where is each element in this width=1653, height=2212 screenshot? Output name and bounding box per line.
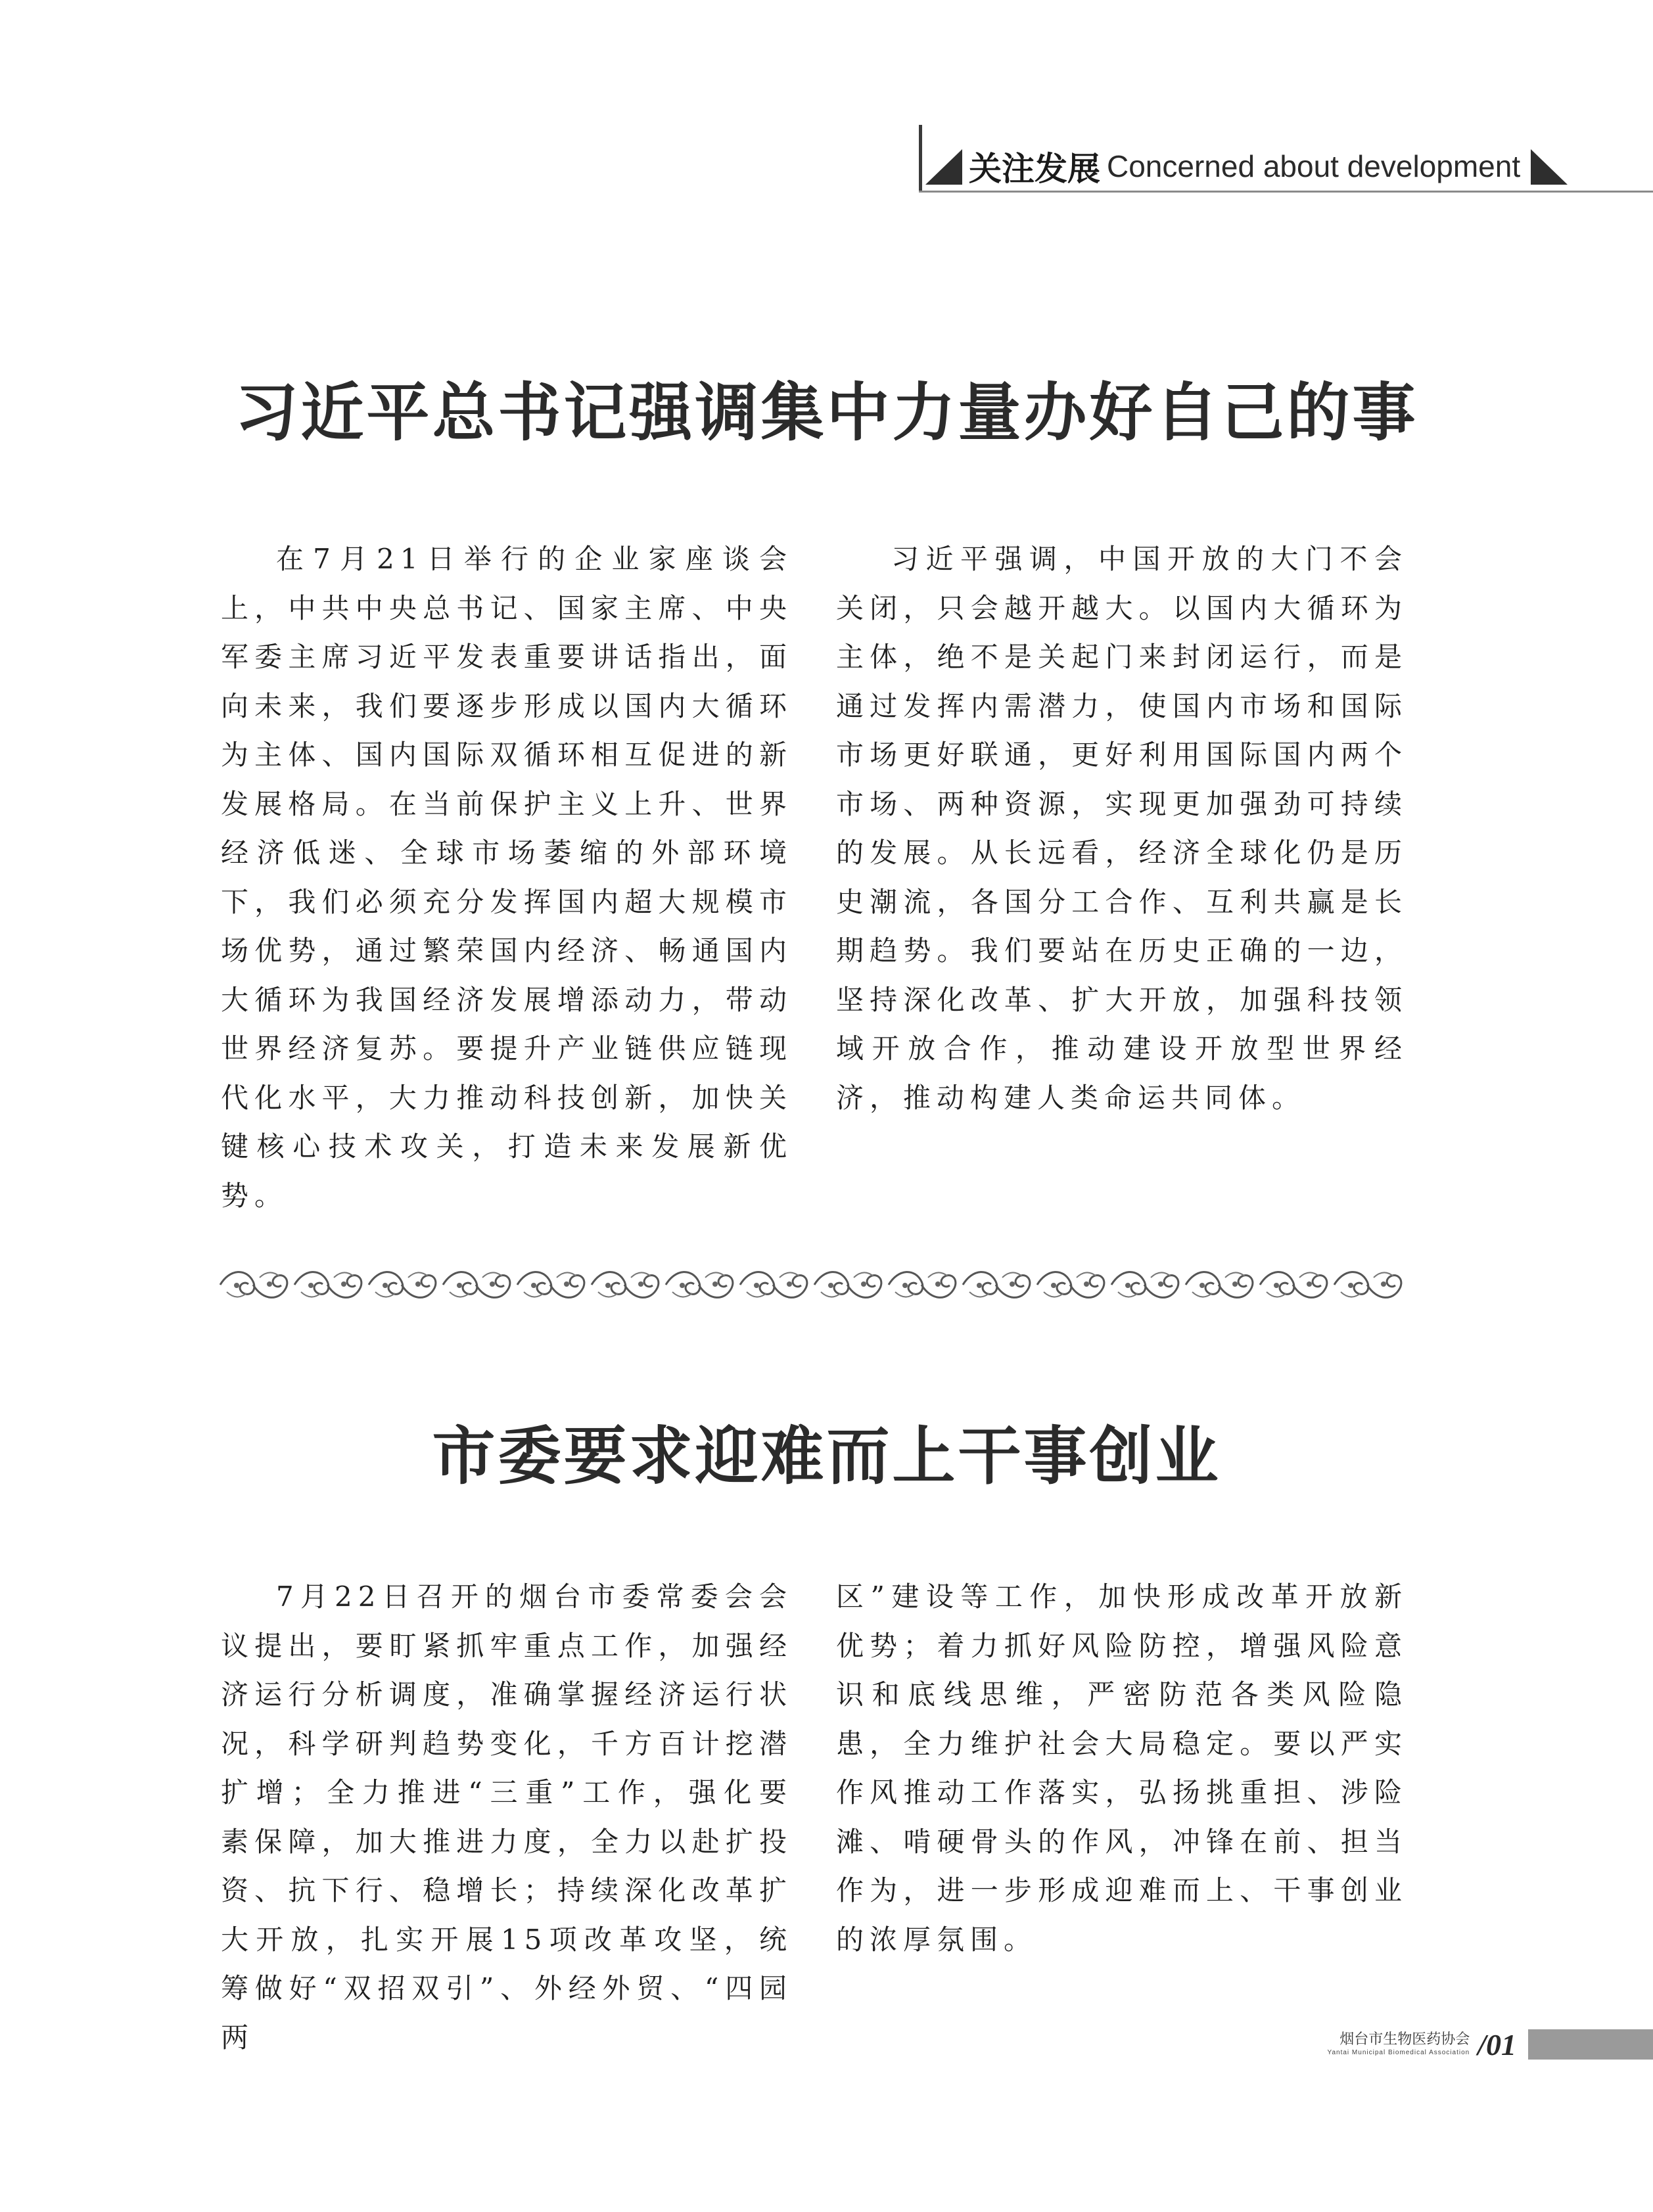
header-content bbox=[924, 145, 1569, 188]
article-title-2: 市委要求迎难而上干事创业 bbox=[432, 1419, 1221, 1493]
footer-org-cn: 烟台市生物医药协会 bbox=[1339, 2031, 1470, 2048]
article-2-column-2: 区”建设等工作，加快形成改革开放新优势；着力抓好风险防控，增强风险意识和底线思维，严密防范各类风险隐患，全力维护社会大局稳定。要以严实作风推动工作落实，弘扬挑重担、涉险滩、啃硬骨头的作风，冲锋在前、担当作为，进一步形成迎难而上、干事创业的浓厚氛围。 bbox=[836, 1580, 1408, 1956]
article-1-column-1: 在7月21日举行的企业家座谈会上，中共中央总书记、国家主席、中央军委主席习近平发表重要讲话指出，面向未来，我们要逐步形成以国内大循环为主体、国内国际双循环相互促进的新发展格局。在当前保护主义上升、世界经济低迷、全球市场萎缩的外部环境下，我们必须充分发挥国内超大规模市场优势，通过繁荣国内经济、畅通国内大循环为我国经济发展增添动力，带动世界经济复苏。要提升产业链供应链现代化水平，大力推动科技创新，加快关键核心技术攻关，打造未来发展新优势。 bbox=[221, 543, 793, 1212]
article-2-column-1: 7月22日召开的烟台市委常委会会议提出，要盯紧抓牢重点工作，加强经济运行分析调度，准确掌握经济运行状况，科学研判趋势变化，千方百计挖潜扩增；全力推进“三重”工作，强化要素保障，加大推进力度，全力以赴扩投资、抗下行、稳增长；持续深化改革扩大开放，扎实开展15项改革攻坚，统筹做好“双招双引”、外经外贸、“四园两 bbox=[221, 1580, 793, 2054]
page-footer bbox=[1328, 2027, 1653, 2062]
header-vertical-bar bbox=[919, 125, 922, 191]
section-title-en: Concerned about development bbox=[1107, 149, 1521, 183]
article-1-column-2: 习近平强调，中国开放的大门不会关闭，只会越开越大。以国内大循环为主体，绝不是关起门来封闭运行，而是通过发挥内需潜力，使国内市场和国际市场更好联通，更好利用国际国内两个市场、两种资源，实现更加强劲可持续的发展。从长远看，经济全球化仍是历史潮流，各国分工合作、互利共赢是长期趋势。我们要站在历史正确的一边，坚持深化改革、扩大开放，加强科技领域开放合作，推动建设开放型世界经济，推动构建人类命运共同体。 bbox=[836, 543, 1408, 1114]
triangle-right-icon bbox=[1529, 147, 1569, 186]
footer-bar bbox=[1528, 2029, 1653, 2060]
footer-org-en: Yantai Municipal Biomedical Association bbox=[1327, 2049, 1470, 2056]
section-header bbox=[919, 125, 1653, 197]
ornament-divider-icon bbox=[217, 1262, 1413, 1308]
footer-org bbox=[1328, 2031, 1470, 2058]
article-title-1: 习近平总书记强调集中力量办好自己的事 bbox=[235, 376, 1418, 449]
page-number: /01 bbox=[1478, 2027, 1516, 2062]
triangle-left-icon bbox=[924, 147, 964, 186]
header-rule bbox=[919, 191, 1653, 193]
section-title-cn: 关注发展 bbox=[969, 150, 1100, 188]
